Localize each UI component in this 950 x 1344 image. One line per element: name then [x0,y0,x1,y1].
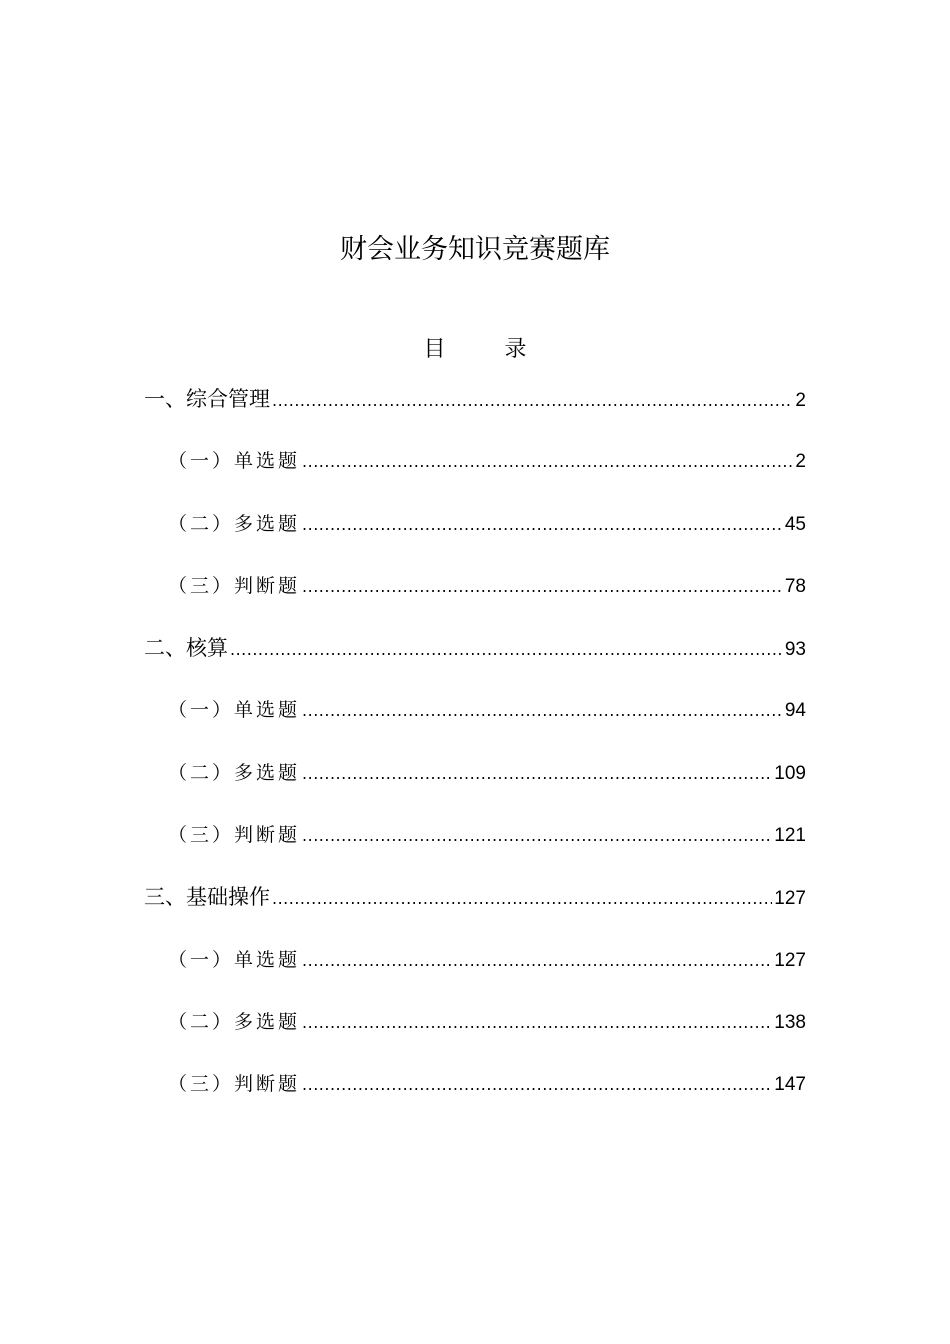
toc-dot-leader [302,568,783,606]
toc-entry-subsection[interactable] [144,1065,806,1127]
toc-page-number: 127 [774,949,806,971]
toc-page-number: 127 [774,888,806,910]
toc-dot-leader [302,755,772,793]
toc-entry-subsection[interactable] [144,442,806,504]
toc-page-number: 2 [795,390,806,411]
toc-entry-subsection[interactable] [144,505,806,567]
toc-entry-label: （三）判断题 [168,1073,301,1096]
toc-entry-label: 一、综合管理 [144,387,270,411]
toc-page-number: 138 [774,1011,806,1033]
toc-entry-label: （一）单选题 [168,450,301,473]
toc-dot-leader [302,506,783,544]
toc-entry-label: （二）多选题 [168,512,301,535]
toc-page-number: 121 [774,825,806,847]
toc-page-number: 78 [784,575,806,597]
toc-page-number: 2 [795,451,806,473]
toc-entry-section-3[interactable] [144,878,806,940]
toc-entry-subsection[interactable] [144,1003,806,1065]
toc-dot-leader [302,443,793,481]
toc-entry-subsection[interactable] [144,754,806,816]
toc-entry-label: 三、基础操作 [144,885,270,910]
toc-entry-subsection[interactable] [144,567,806,629]
toc-entry-label: （三）判断题 [168,824,301,847]
toc-page-number: 45 [784,513,806,535]
toc-entry-subsection[interactable] [144,691,806,753]
table-of-contents [144,380,806,1128]
toc-entry-subsection[interactable] [144,816,806,878]
toc-entry-label: （一）单选题 [168,699,301,722]
toc-dot-leader [272,382,793,420]
toc-dot-leader [302,942,772,980]
toc-dot-leader [302,692,783,730]
toc-entry-section-1[interactable] [144,380,806,442]
toc-dot-leader [230,631,783,669]
toc-entry-label: （一）单选题 [168,948,301,971]
toc-page-number: 94 [784,700,806,722]
toc-dot-leader [272,880,772,918]
toc-entry-label: （二）多选题 [168,761,301,784]
toc-page-number: 109 [774,762,806,784]
document-title: 财会业务知识竞赛题库 [340,234,610,265]
toc-dot-leader [302,817,772,855]
toc-entry-label: （二）多选题 [168,1010,301,1033]
toc-page-number: 93 [784,639,806,661]
toc-heading: 目 录 [423,337,553,362]
toc-page-number: 147 [774,1074,806,1096]
toc-entry-section-2[interactable] [144,629,806,691]
toc-dot-leader [302,1066,772,1104]
toc-dot-leader [302,1004,772,1042]
toc-entry-label: （三）判断题 [168,574,301,597]
toc-entry-subsection[interactable] [144,941,806,1003]
toc-entry-label: 二、核算 [144,636,228,661]
